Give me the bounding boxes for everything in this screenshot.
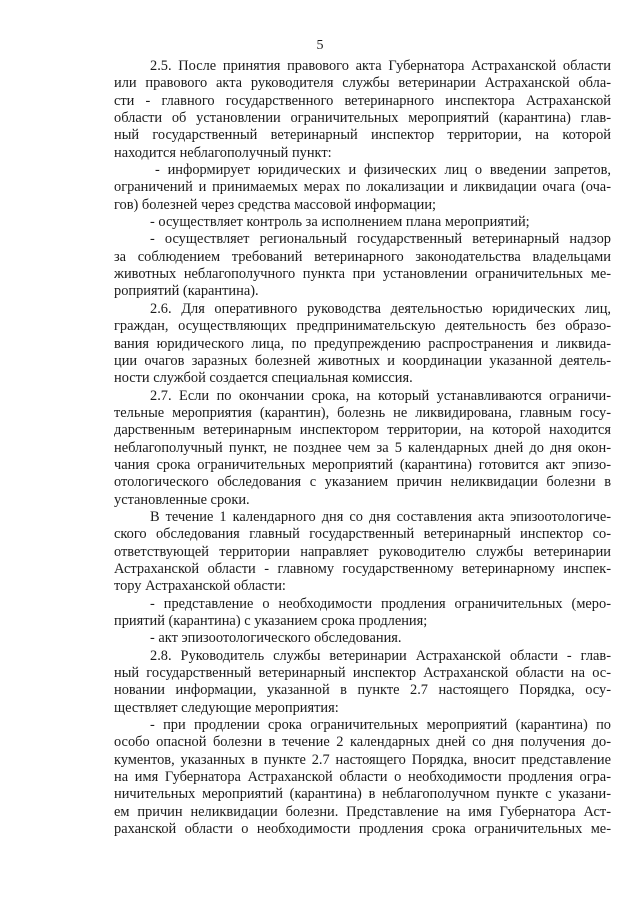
text-line: граждан, осуществляющих предпринимательскую деятельность без образо-	[114, 318, 611, 335]
text-line: новании информации, указанной в пункте 2.7 настоящего Порядка, осу-	[114, 682, 611, 699]
text-line: или правового акта руководителя службы ветеринарии Астраханской обла-	[114, 75, 611, 92]
text-line: тельные мероприятия (карантин), болезнь не ликвидирована, главным госу-	[114, 404, 611, 421]
text-line: 2.5. После принятия правового акта Губернатора Астраханской области	[150, 58, 611, 74]
text-line: области об установлении ограничительных мероприятий (карантина) глав-	[114, 110, 611, 127]
text-line: за соблюдением требований ветеринарного законодательства владельцами	[114, 248, 611, 265]
text-line: ный государственный ветеринарный инспектор территории, на которой	[114, 127, 611, 144]
text-line: 2.7. Если по окончании срока, на который устанавливаются ограничи-	[150, 387, 611, 404]
text-line: животных неблагополучного пункта при установлении ограничительных ме-	[114, 266, 611, 283]
text-line: находится неблагополучный пункт:	[114, 144, 332, 161]
text-line: - представление о необходимости продления ограничительных (меро-	[150, 595, 611, 612]
text-line: дарственным ветеринарным инспектором территории, на которой находится	[114, 422, 611, 439]
text-line: отологического обследования с указанием причин неликвидации болезни в	[114, 474, 611, 491]
text-line: - осуществляет контроль за исполнением плана мероприятий;	[150, 214, 530, 231]
text-line: - при продлении срока ограничительных мероприятий (карантина) по	[150, 717, 611, 734]
text-line: 2.8. Руководитель службы ветеринарии Астраханской области - глав-	[150, 647, 611, 664]
document-body	[114, 58, 611, 838]
text-line: кументов, указанных в пункте 2.7 настоящего Порядка, вносит представление	[114, 751, 611, 768]
text-line: вания юридического лица, по предупреждению распространения и ликвида-	[114, 335, 611, 352]
text-line: установленные сроки.	[114, 491, 250, 508]
page-number: 5	[316, 38, 324, 53]
text-line: ный государственный ветеринарный инспектор Астраханской области на ос-	[114, 665, 611, 682]
text-line: особо опасной болезни в течение 2 календарных дней со дня получения до-	[114, 734, 611, 751]
text-line: раханской области о необходимости продления срока ограничительных ме-	[114, 821, 611, 838]
text-line: ществляет следующие мероприятия:	[114, 699, 339, 716]
text-line: ответствующей территории направляет руководителю службы ветеринарии	[114, 543, 611, 560]
text-line: ского обследования главный государственный ветеринарный инспектор со-	[114, 526, 611, 543]
text-line: роприятий (карантина).	[114, 283, 259, 300]
text-line: приятий (карантина) с указанием срока продления;	[114, 613, 428, 629]
text-line: сти - главного государственного ветеринарного инспектора Астраханской	[114, 92, 611, 109]
text-line: чания срока ограничительных мероприятий (карантина) готовится акт эпизо-	[114, 456, 611, 473]
text-line: Астраханской области - главному государственному ветеринарному инспек-	[114, 560, 611, 577]
text-line: гов) болезней через средства массовой информации;	[114, 196, 437, 213]
text-line: неблагополучный пункт, не позднее чем за 5 календарных дней до дня окон-	[114, 439, 611, 456]
text-line: - информирует юридических и физических лиц о введении запретов,	[155, 162, 611, 179]
text-line: ничительных мероприятий (карантина) в неблагополучном пункте с указани-	[114, 786, 611, 803]
text-line: ограничений и принимаемых мерах по локализации и ликвидации очага (оча-	[114, 179, 611, 196]
text-line: ности службой создается специальная комиссия.	[114, 370, 413, 387]
text-line: 2.6. Для оперативного руководства деятельностью юридических лиц,	[150, 300, 611, 317]
text-line: ем причин неликвидации болезни. Представление на имя Губернатора Аст-	[114, 803, 611, 820]
text-line: тору Астраханской области:	[114, 578, 286, 595]
text-line: - осуществляет региональный государственный ветеринарный надзор	[150, 231, 611, 248]
text-line: на имя Губернатора Астраханской области о необходимости продления огра-	[114, 769, 611, 786]
text-line: ции очагов заразных болезней животных и координации указанной деятель-	[114, 352, 611, 369]
text-line: В течение 1 календарного дня со дня составления акта эпизоотологиче-	[150, 508, 611, 525]
text-line: - акт эпизоотологического обследования.	[150, 630, 402, 647]
